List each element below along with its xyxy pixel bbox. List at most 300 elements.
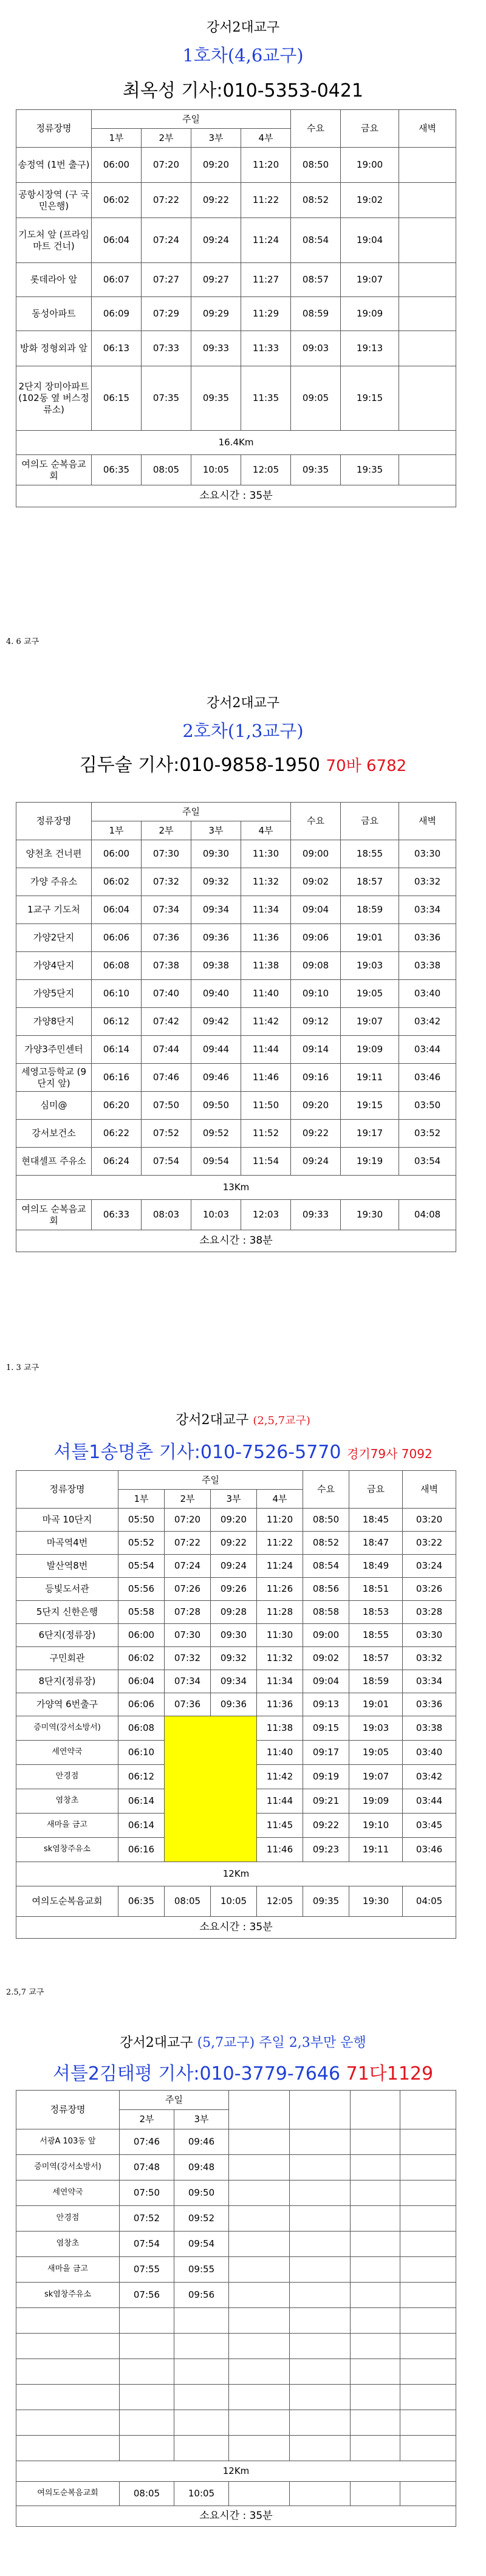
table-cell: [120, 2359, 174, 2385]
table-cell: 1부: [118, 1490, 165, 1509]
table-cell: 수요: [291, 110, 341, 148]
school-name: 강서2대교구: [120, 2035, 193, 2050]
table-cell: [120, 2308, 174, 2334]
table-cell: 06:14: [118, 1789, 165, 1814]
table-cell: [400, 2129, 456, 2155]
table-cell: 11:22: [257, 1532, 303, 1555]
table-cell: 안경점: [16, 2206, 120, 2232]
table-cell: 11:35: [241, 366, 291, 431]
table-cell: 19:19: [341, 1148, 399, 1176]
table-cell: 세영고등학교 (9단지 앞): [16, 1064, 92, 1092]
table-cell: [290, 2180, 351, 2206]
table-cell: 12Km: [16, 1862, 456, 1886]
table-row: [16, 1670, 456, 1693]
table-row: [16, 1008, 456, 1036]
table-cell: 03:28: [403, 1601, 456, 1624]
table-cell: 09:20: [191, 148, 241, 183]
table-cell: 09:36: [211, 1693, 257, 1716]
table-cell: 09:00: [291, 840, 341, 868]
table-cell: 금요: [349, 1471, 403, 1509]
table-cell: 09:52: [191, 1120, 241, 1148]
table-cell: [290, 2410, 351, 2436]
table-cell: 2부: [165, 1490, 211, 1509]
table-cell: 11:33: [241, 331, 291, 366]
table-cell: [290, 2232, 351, 2257]
table-row: [16, 1624, 456, 1647]
table-cell: [120, 2436, 174, 2461]
table-cell: 19:15: [341, 366, 399, 431]
school-title: [0, 1410, 486, 1428]
table-cell: 07:24: [142, 218, 191, 263]
plate-number: 경기79사 7092: [347, 1447, 433, 1461]
table-cell: [399, 455, 456, 485]
table-cell: 07:54: [142, 1148, 191, 1176]
table-row: [16, 2283, 456, 2308]
table-cell: 06:04: [118, 1670, 165, 1693]
table-cell: 09:04: [291, 896, 341, 924]
table-cell: 09:46: [174, 2129, 229, 2155]
table-cell: 가양4단지: [16, 952, 92, 980]
table-cell: [400, 2436, 456, 2461]
table-cell: [16, 2359, 120, 2385]
table-cell: [290, 2257, 351, 2283]
table-cell: 3부: [174, 2110, 229, 2129]
table-row: [16, 2206, 456, 2232]
table-cell: 18:55: [349, 1624, 403, 1647]
table-cell: 03:46: [399, 1064, 456, 1092]
table-cell: 09:14: [291, 1036, 341, 1064]
table-row: [16, 868, 456, 896]
table-row: [16, 1036, 456, 1064]
table-cell: [229, 2283, 290, 2308]
table-cell: 09:54: [174, 2232, 229, 2257]
table-cell: [290, 2359, 351, 2385]
school-name: 강서2대교구: [176, 1413, 249, 1428]
table-row: [16, 218, 456, 263]
table-cell: 07:34: [165, 1670, 211, 1693]
table-cell: [399, 183, 456, 218]
table-cell: 03:42: [399, 1008, 456, 1036]
table-cell: 18:53: [349, 1601, 403, 1624]
table-cell: 05:52: [118, 1532, 165, 1555]
table-cell: 4부: [241, 821, 291, 840]
table-row: [16, 924, 456, 952]
table-cell: 09:10: [291, 980, 341, 1008]
table-cell: 07:22: [142, 183, 191, 218]
table-cell: 19:07: [341, 263, 399, 297]
table-cell: 06:35: [92, 455, 142, 485]
table-cell: 07:50: [142, 1092, 191, 1120]
table-cell: [16, 2436, 120, 2461]
table-cell: 06:07: [92, 263, 142, 297]
table-cell: 11:29: [241, 297, 291, 331]
table-cell: 07:28: [165, 1601, 211, 1624]
table-cell: 세연약국: [16, 2180, 120, 2206]
table-cell: [351, 2436, 400, 2461]
table-cell: 09:24: [191, 218, 241, 263]
table-cell: 방화 정형외과 앞: [16, 331, 92, 366]
table-cell: 07:46: [120, 2129, 174, 2155]
destination-row: [16, 455, 456, 485]
table-cell: 19:04: [341, 218, 399, 263]
table-cell: 11:44: [241, 1036, 291, 1064]
table-cell: 06:02: [92, 183, 142, 218]
table-cell: 11:38: [257, 1716, 303, 1741]
table-cell: 09:21: [303, 1789, 349, 1814]
table-cell: [290, 2155, 351, 2180]
table-cell: 06:10: [92, 980, 142, 1008]
table-cell: 19:11: [341, 1064, 399, 1092]
table-cell: 18:45: [349, 1509, 403, 1532]
table-cell: 19:09: [341, 297, 399, 331]
table-cell: 8단지(정류장): [16, 1670, 118, 1693]
table-cell: 19:30: [349, 1886, 403, 1917]
table-cell: 09:23: [303, 1838, 349, 1862]
table-cell: 06:00: [92, 840, 142, 868]
table-cell: 03:54: [399, 1148, 456, 1176]
table-row: [16, 1092, 456, 1120]
table-cell: 08:54: [303, 1555, 349, 1578]
table-cell: 11:36: [257, 1693, 303, 1716]
table-cell: 09:35: [191, 366, 241, 431]
table-cell: 11:32: [257, 1647, 303, 1670]
table-cell: 09:35: [291, 455, 341, 485]
table-cell: 19:03: [349, 1716, 403, 1741]
table-row: [16, 980, 456, 1008]
table-cell: 07:46: [142, 1064, 191, 1092]
table-row: [16, 2359, 456, 2385]
table-cell: 07:50: [120, 2180, 174, 2206]
table-cell: [399, 366, 456, 431]
table-cell: 09:38: [191, 952, 241, 980]
table-cell: 03:24: [403, 1555, 456, 1578]
table-cell: 09:34: [191, 896, 241, 924]
table-cell: 11:30: [241, 840, 291, 868]
table-cell: 18:57: [341, 868, 399, 896]
schedule-table-1: [16, 109, 456, 507]
table-cell: 19:07: [349, 1765, 403, 1789]
table-cell: [174, 2334, 229, 2359]
table-cell: [290, 2091, 351, 2129]
table-cell: 09:02: [303, 1647, 349, 1670]
table-cell: 12:05: [257, 1886, 303, 1917]
table-cell: 09:32: [191, 868, 241, 896]
table-cell: [229, 2308, 290, 2334]
table-cell: 08:05: [165, 1886, 211, 1917]
table-cell: 06:00: [118, 1624, 165, 1647]
table-cell: 6단지(정류장): [16, 1624, 118, 1647]
table-cell: [400, 2283, 456, 2308]
table-cell: 19:09: [341, 1036, 399, 1064]
table-row: [16, 297, 456, 331]
table-cell: 09:30: [211, 1624, 257, 1647]
table-cell: 09:36: [191, 924, 241, 952]
table-cell: 06:09: [92, 297, 142, 331]
table-cell: 2부: [142, 821, 191, 840]
table-cell: [351, 2308, 400, 2334]
table-cell: 마곡역4번: [16, 1532, 118, 1555]
table-cell: 06:02: [118, 1647, 165, 1670]
table-cell: 09:55: [174, 2257, 229, 2283]
table-cell: [290, 2482, 351, 2506]
table-cell: 송정역 (1번 출구): [16, 148, 92, 183]
table-cell: 11:32: [241, 868, 291, 896]
table-row: [16, 2129, 456, 2155]
shuttle-driver: 셔틀2김태평 기사:010-3779-7646: [52, 2063, 341, 2084]
table-cell: 03:38: [403, 1716, 456, 1741]
bus-title: 2호차(1,3교구): [182, 721, 304, 741]
schedule-table-4: [16, 2090, 456, 2527]
table-cell: 06:16: [92, 1064, 142, 1092]
table-cell: 09:00: [303, 1624, 349, 1647]
driver-info: [0, 750, 486, 776]
table-cell: 동성아파트: [16, 297, 92, 331]
table-cell: 염창초: [16, 2232, 120, 2257]
table-cell: [400, 2232, 456, 2257]
table-cell: [351, 2257, 400, 2283]
table-cell: 11:20: [241, 148, 291, 183]
table-cell: [351, 2091, 400, 2129]
travel-time-row: [16, 1917, 456, 1939]
table-cell: 03:38: [399, 952, 456, 980]
table-cell: 07:20: [142, 148, 191, 183]
table-cell: 가양2단지: [16, 924, 92, 952]
table-cell: 11:44: [257, 1789, 303, 1814]
table-cell: [16, 2334, 120, 2359]
table-cell: [16, 2385, 120, 2410]
table-cell: sk염창주유소: [16, 1838, 118, 1862]
table-cell: 롯데라아 앞: [16, 263, 92, 297]
table-cell: 19:11: [349, 1838, 403, 1862]
table-cell: 09:28: [211, 1601, 257, 1624]
distance-row: [16, 1862, 456, 1886]
table-cell: 09:04: [303, 1670, 349, 1693]
table-cell: 12:03: [241, 1200, 291, 1230]
table-cell: 09:50: [174, 2180, 229, 2206]
table-cell: 09:22: [191, 183, 241, 218]
table-row: [16, 1509, 456, 1532]
travel-time-row: [16, 485, 456, 507]
table-cell: 06:12: [118, 1765, 165, 1789]
table-cell: 08:52: [303, 1532, 349, 1555]
table-cell: 증미역(강서소방서): [16, 1716, 118, 1741]
table-row: [16, 2334, 456, 2359]
table-row: [16, 896, 456, 924]
table-cell: 여의도순복음교회: [16, 1886, 118, 1917]
table-cell: 05:58: [118, 1601, 165, 1624]
table-cell: 09:02: [291, 868, 341, 896]
table-cell: 13Km: [16, 1176, 456, 1200]
table-cell: 1교구 기도처: [16, 896, 92, 924]
table-cell: 06:10: [118, 1741, 165, 1765]
table-cell: 03:40: [403, 1741, 456, 1765]
table-cell: 06:22: [92, 1120, 142, 1148]
table-cell: [229, 2206, 290, 2232]
table-cell: 07:32: [165, 1647, 211, 1670]
table-row: [16, 331, 456, 366]
table-cell: [351, 2410, 400, 2436]
table-cell: 03:26: [403, 1578, 456, 1601]
table-cell: 3부: [211, 1490, 257, 1509]
table-cell: 06:35: [118, 1886, 165, 1917]
table-cell: 07:30: [165, 1624, 211, 1647]
table-cell: 09:33: [291, 1200, 341, 1230]
table-row: [16, 366, 456, 431]
table-cell: [400, 2308, 456, 2334]
table-cell: 서광A 103동 앞: [16, 2129, 120, 2155]
destination-row: [16, 2482, 456, 2506]
table-cell: 새마을 금고: [16, 2257, 120, 2283]
table-cell: 07:36: [165, 1693, 211, 1716]
school-title: [0, 2032, 486, 2051]
table-cell: 19:03: [341, 952, 399, 980]
travel-time-row: [16, 2506, 456, 2527]
table-cell: sk염창주유소: [16, 2283, 120, 2308]
table-cell: 06:02: [92, 868, 142, 896]
section-shuttle-1: [0, 1410, 486, 1464]
table-cell: [229, 2410, 290, 2436]
table-cell: 06:04: [92, 896, 142, 924]
note-2: 1. 3 교구: [6, 1363, 39, 1372]
table-cell: 19:09: [349, 1789, 403, 1814]
table-cell: 12Km: [16, 2461, 456, 2482]
table-row: [16, 1555, 456, 1578]
header-row: [16, 110, 456, 129]
table-cell: 강서보건소: [16, 1120, 92, 1148]
table-cell: [400, 2385, 456, 2410]
table-cell: 06:06: [118, 1693, 165, 1716]
table-cell: [174, 2410, 229, 2436]
table-cell: 03:46: [403, 1838, 456, 1862]
table-cell: 현대셀프 주유소: [16, 1148, 92, 1176]
table-cell: 07:44: [142, 1036, 191, 1064]
table-cell: 11:36: [241, 924, 291, 952]
table-cell: 09:32: [211, 1647, 257, 1670]
table-cell: 08:58: [303, 1601, 349, 1624]
table-cell: 09:54: [191, 1148, 241, 1176]
table-cell: [290, 2283, 351, 2308]
table-cell: 새마을 금고: [16, 1814, 118, 1838]
table-cell: 구민회관: [16, 1647, 118, 1670]
table-cell: [229, 2180, 290, 2206]
table-row: [16, 840, 456, 868]
table-cell: [229, 2091, 290, 2129]
table-cell: [290, 2334, 351, 2359]
table-cell: [400, 2334, 456, 2359]
travel-time-row: [16, 1230, 456, 1252]
table-cell: [351, 2232, 400, 2257]
table-cell: [229, 2334, 290, 2359]
table-cell: 공항시장역 (구 국민은행): [16, 183, 92, 218]
table-cell: 09:33: [191, 331, 241, 366]
table-cell: 03:42: [403, 1765, 456, 1789]
table-cell: 11:22: [241, 183, 291, 218]
table-cell: 09:48: [174, 2155, 229, 2180]
table-cell: 정류장명: [16, 803, 92, 840]
table-cell: 09:16: [291, 1064, 341, 1092]
table-cell: 06:06: [92, 924, 142, 952]
table-cell: 09:44: [191, 1036, 241, 1064]
table-cell: 심미@: [16, 1092, 92, 1120]
table-cell: 03:36: [403, 1693, 456, 1716]
table-cell: [174, 2308, 229, 2334]
table-cell: 03:32: [403, 1647, 456, 1670]
table-cell: 19:05: [341, 980, 399, 1008]
table-cell: 18:57: [349, 1647, 403, 1670]
table-cell: 19:15: [341, 1092, 399, 1120]
header-row: [16, 2091, 456, 2110]
bus-title: 1호차(4,6교구): [182, 45, 304, 66]
table-cell: 08:05: [142, 455, 191, 485]
table-row: [16, 2155, 456, 2180]
school-title: 강서2대교구: [206, 20, 280, 35]
table-cell: 07:30: [142, 840, 191, 868]
table-cell: 10:05: [191, 455, 241, 485]
table-cell: 03:30: [399, 840, 456, 868]
table-cell: 08:03: [142, 1200, 191, 1230]
table-cell: 여의도 순복음교회: [16, 455, 92, 485]
table-cell: [120, 2334, 174, 2359]
table-cell: [399, 297, 456, 331]
table-cell: 19:01: [349, 1693, 403, 1716]
table-cell: 09:03: [291, 331, 341, 366]
distance-row: [16, 431, 456, 455]
table-cell: 19:02: [341, 183, 399, 218]
table-cell: 07:26: [165, 1578, 211, 1601]
table-cell: 03:45: [403, 1814, 456, 1838]
table-cell: 안경점: [16, 1765, 118, 1789]
section-bus-1: [0, 17, 486, 102]
table-cell: 07:52: [142, 1120, 191, 1148]
table-cell: 11:38: [241, 952, 291, 980]
table-row: [16, 1064, 456, 1092]
table-cell: 정류장명: [16, 2091, 120, 2129]
table-cell: 09:34: [211, 1670, 257, 1693]
table-cell: [351, 2385, 400, 2410]
table-cell: 2단지 장미아파트 (102동 옆 버스정류소): [16, 366, 92, 431]
table-cell: [16, 2308, 120, 2334]
table-cell: [229, 2436, 290, 2461]
table-row: [16, 148, 456, 183]
table-cell: 03:36: [399, 924, 456, 952]
table-cell: 등빛도서관: [16, 1578, 118, 1601]
table-cell: [399, 148, 456, 183]
highlight-block: [165, 1716, 257, 1862]
table-cell: [229, 2155, 290, 2180]
table-cell: 새벽: [399, 110, 456, 148]
table-cell: 19:13: [341, 331, 399, 366]
table-cell: 09:22: [211, 1532, 257, 1555]
table-cell: 가양 주유소: [16, 868, 92, 896]
table-cell: 금요: [341, 110, 399, 148]
district-note: (5,7교구) 주일 2,3부만 운행: [197, 2035, 366, 2050]
table-cell: 06:14: [92, 1036, 142, 1064]
table-cell: 07:54: [120, 2232, 174, 2257]
table-cell: [400, 2257, 456, 2283]
table-cell: 10:05: [174, 2482, 229, 2506]
table-cell: 주일: [92, 110, 291, 129]
table-cell: 기도처 앞 (프라임 마트 건너): [16, 218, 92, 263]
table-cell: 19:30: [341, 1200, 399, 1230]
table-row: [16, 952, 456, 980]
table-cell: 06:20: [92, 1092, 142, 1120]
table-cell: [400, 2359, 456, 2385]
table-cell: 1부: [92, 821, 142, 840]
table-cell: 03:34: [399, 896, 456, 924]
table-row: [16, 183, 456, 218]
table-cell: 08:50: [303, 1509, 349, 1532]
table-cell: 07:56: [120, 2283, 174, 2308]
